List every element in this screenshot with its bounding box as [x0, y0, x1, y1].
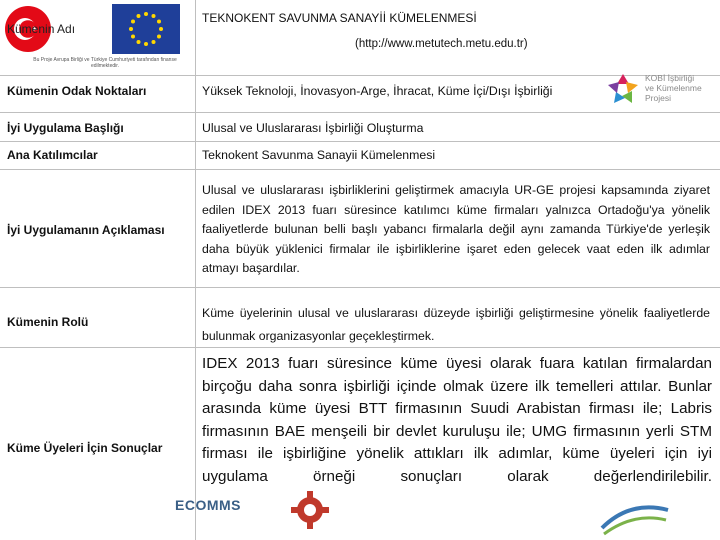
- eu-flag-icon: [112, 4, 180, 54]
- member-results-value: IDEX 2013 fuarı süresince küme üyesi olarak fuara katılan firmalardan birçoğu daha sonra işbirliği içinde olmak üzere ilk temelleri attılar. Bunlar arasında küme üyesi BTT firmasının Suudi Arabistan firması ile; Labris firmasının BAE menşeili bir devlet kuruluşu ile; UMG firmasının yerli STM firması ile işbirliğine yönelik attıkları ilk adımlar, küme üyeleri için iyi uygulama örneği sonuçları olarak değerlendirilebilir.: [202, 355, 712, 485]
- funding-note: Bu Proje Avrupa Birliği ve Türkiye Cumhuriyeti tarafından finanse edilmektedir.: [33, 57, 177, 69]
- footer-logos: [170, 490, 720, 540]
- practice-description-value: Ulusal ve uluslararası işbirliklerini geliştirmek amacıyla UR-GE projesi kapsamında ziyaret edilen IDEX 2013 fuarı süresince katılımcı küme firmaları yalnızca Ortadoğu'ya yönelik faaliyetlerde bulunan belli başlı yabancı firmalarla değil aynı zamanda Türkiye'de yerleşik daha büyük yüklenici firmalar ile işbirliklerine işaret eden gelecek vaat eden ilk adımlar atmayı başardılar.: [202, 183, 710, 276]
- swoosh-logo-icon: [600, 498, 670, 538]
- member-results-label: Küme Üyeleri İçin Sonuçlar: [7, 441, 163, 455]
- practice-title-label: İyi Uygulama Başlığı: [7, 121, 124, 135]
- focus-points-value: Yüksek Teknoloji, İnovasyon-Arge, İhracat, Küme İçi/Dışı İşbirliği: [202, 84, 553, 98]
- kobi-logo-line2: ve Kümelenme: [645, 83, 702, 93]
- column-divider: [195, 0, 196, 540]
- participants-label: Ana Katılımcılar: [7, 148, 98, 162]
- cluster-role-label: Kümenin Rolü: [7, 315, 89, 329]
- kobi-logo: [603, 70, 715, 112]
- row-divider: [0, 287, 720, 288]
- footer-logo-text: ECOMMS: [175, 497, 241, 513]
- practice-title-value: Ulusal ve Uluslararası İşbirliği Oluşturma: [202, 121, 424, 135]
- kobi-logo-line3: Projesi: [645, 93, 671, 103]
- cluster-name-label: Kümenin Adı: [7, 22, 76, 36]
- participants-value: Teknokent Savunma Sanayii Kümelenmesi: [202, 148, 436, 162]
- cluster-role-value: Küme üyelerinin ulusal ve uluslararası düzeyde işbirliği geliştirmesine yönelik faaliyetlerde bulunmak organizasyonlar geçekleştirmek.: [202, 306, 710, 343]
- practice-description-label: İyi Uygulamanın Açıklaması: [7, 223, 165, 237]
- row-divider: [0, 112, 720, 113]
- row-divider: [0, 141, 720, 142]
- gear-icon: [290, 490, 330, 530]
- focus-points-label: Kümenin Odak Noktaları: [7, 84, 147, 98]
- cluster-url: (http://www.metutech.metu.edu.tr): [355, 38, 528, 50]
- row-divider: [0, 169, 720, 170]
- kobi-logo-icon: [603, 70, 643, 110]
- header-logos: [0, 0, 195, 75]
- kobi-logo-line1: KOBİ İşbirliği: [645, 73, 695, 83]
- cluster-title: TEKNOKENT SAVUNMA SANAYİİ KÜMELENMESİ: [202, 11, 477, 25]
